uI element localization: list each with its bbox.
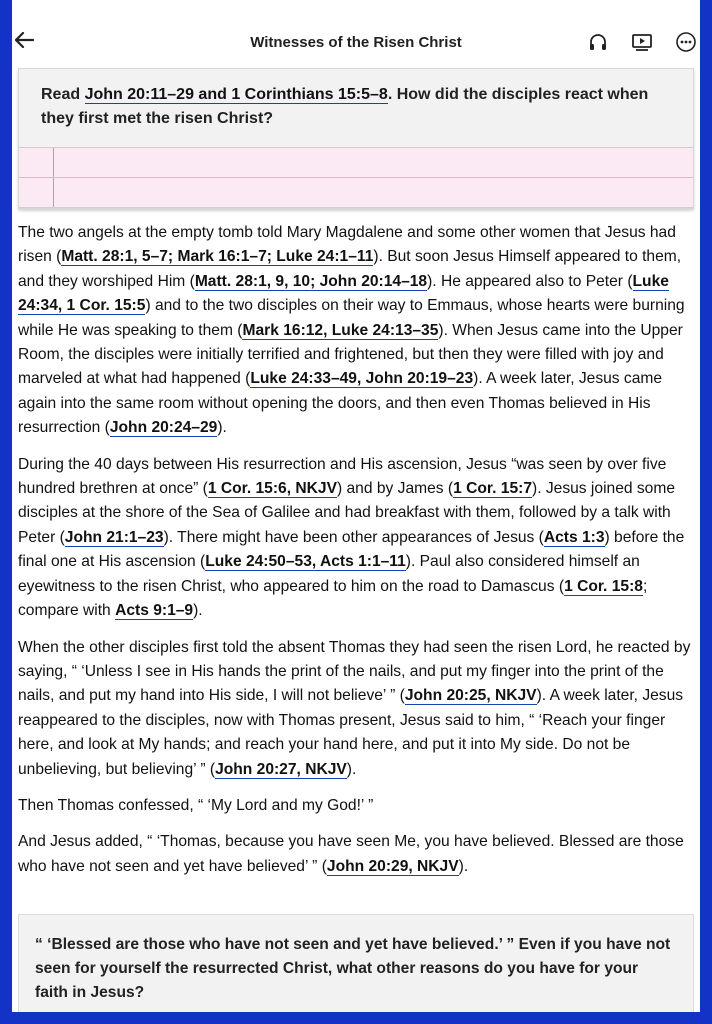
scripture-link[interactable]: Luke 24:34, 1 Cor. 15:5 <box>18 272 669 315</box>
scripture-link[interactable]: John 21:1–23 <box>64 528 164 546</box>
scripture-link[interactable]: 1 Cor. 15:6, NKJV <box>207 480 337 498</box>
body-text-run: ) and by James ( <box>336 480 454 498</box>
scripture-link[interactable]: Luke 24:33–49, John 20:19–23 <box>250 370 474 388</box>
scripture-link[interactable]: Matt. 28:1, 9, 10; John 20:14–18 <box>194 272 428 290</box>
scripture-link[interactable]: Acts 9:1–9 <box>115 602 194 620</box>
page-title: Witnesses of the Risen Christ <box>250 34 462 51</box>
scripture-link[interactable]: 1 Cor. 15:8 <box>564 577 643 595</box>
body-text-run: ). A week later, Jesus reappeared to the disciples, now with Thomas present, Jesus said to him, “ ‘Reach your finger here, and look at My hands; and reach your hand here, and put it into My side. Do not be unbelieving, but believing’ ” ( <box>18 687 684 778</box>
body-text-run: ). <box>458 857 469 875</box>
body-text-run: ). <box>346 760 357 778</box>
scripture-link[interactable]: John 20:29, NKJV <box>326 857 459 875</box>
body-text-run: ). Paul also considered himself an eyewitness to the risen Christ, who appeared to him on the road to Damascus ( <box>18 553 640 595</box>
body-text-run: And Jesus added, “ ‘Thomas, because you have seen Me, you have believed. Blessed are those who have not seen and yet have believed’ ” ( <box>18 833 684 875</box>
body-text-run: ). A week later, Jesus came again into the same room without opening the doors, and then even Thomas believed in His resurrection ( <box>18 370 663 437</box>
body-text-run: ) and to the two disciples on their way to Emmaus, whose hearts were burning while He was speaking to them ( <box>18 297 685 339</box>
scripture-link[interactable]: 1 Cor. 15:7 <box>453 480 532 498</box>
body-text-run: ) before the final one at His ascension ( <box>18 528 685 571</box>
body-text-run: ; compare with <box>18 577 648 620</box>
body-text-run: ). But soon Jesus Himself appeared to them, and they worshiped Him ( <box>18 248 682 290</box>
scripture-link[interactable]: Acts 1:3 <box>543 528 605 546</box>
scripture-link[interactable]: Matt. 28:1, 5–7; Mark 16:1–7; Luke 24:1–11 <box>61 248 374 266</box>
scripture-link[interactable]: John 20:27, NKJV <box>215 760 347 778</box>
body-text-run: The two angels at the empty tomb told Mary Magdalene and some other women that Jesus had risen ( <box>18 224 676 266</box>
body-text-run: Then Thomas confessed, “ ‘My Lord and my God!’ ” <box>18 796 374 814</box>
body-text-run: ). Jesus joined some disciples at the shore of the Sea of Galilee and had breakfast with them, followed by a talk with Peter ( <box>18 480 676 546</box>
scripture-link[interactable]: Luke 24:50–53, Acts 1:1–11 <box>205 553 406 571</box>
body-text-run: When the other disciples first told the absent Thomas they had seen the risen Lord, he reacted by saying, “ ‘Unless I see in His hands the print of the nails, and put my finger into the print of the nails, and put my hand into His side, I will not believe’ ” ( <box>18 638 691 705</box>
body-text-run: ). There might have been other appearances of Jesus ( <box>163 528 544 546</box>
scripture-link[interactable]: Mark 16:12, Luke 24:13–35 <box>242 321 439 339</box>
question-text: Read John 20:11–29 and 1 Corinthians 15:5–8. How did the disciples react when they first met the risen Christ? <box>41 86 649 127</box>
body-text-run: ). <box>217 419 227 437</box>
reflection-text: “ ‘Blessed are those who have not seen and yet have believed.’ ” Even if you have not seen for yourself the resurrected Christ, what other reasons do you have for your faith in Jesus? <box>35 936 671 1001</box>
body-text-run: ). When Jesus came into the Upper Room, the disciples were initially terrified and frightened, but then they were filled with joy and marveled at what had happened ( <box>18 321 683 388</box>
body-text-run: ). <box>193 602 203 620</box>
scripture-link[interactable]: John 20:24–29 <box>109 419 218 437</box>
scripture-link[interactable]: John 20:25, NKJV <box>404 687 537 705</box>
scripture-link[interactable]: John 20:11–29 and 1 Corinthians 15:5–8 <box>84 86 388 103</box>
body-text-run: During the 40 days between His resurrection and His ascension, Jesus “was seen by over five hundred brethren at once” ( <box>18 455 667 498</box>
body-text-run: ). He appeared also to Peter ( <box>427 272 633 290</box>
